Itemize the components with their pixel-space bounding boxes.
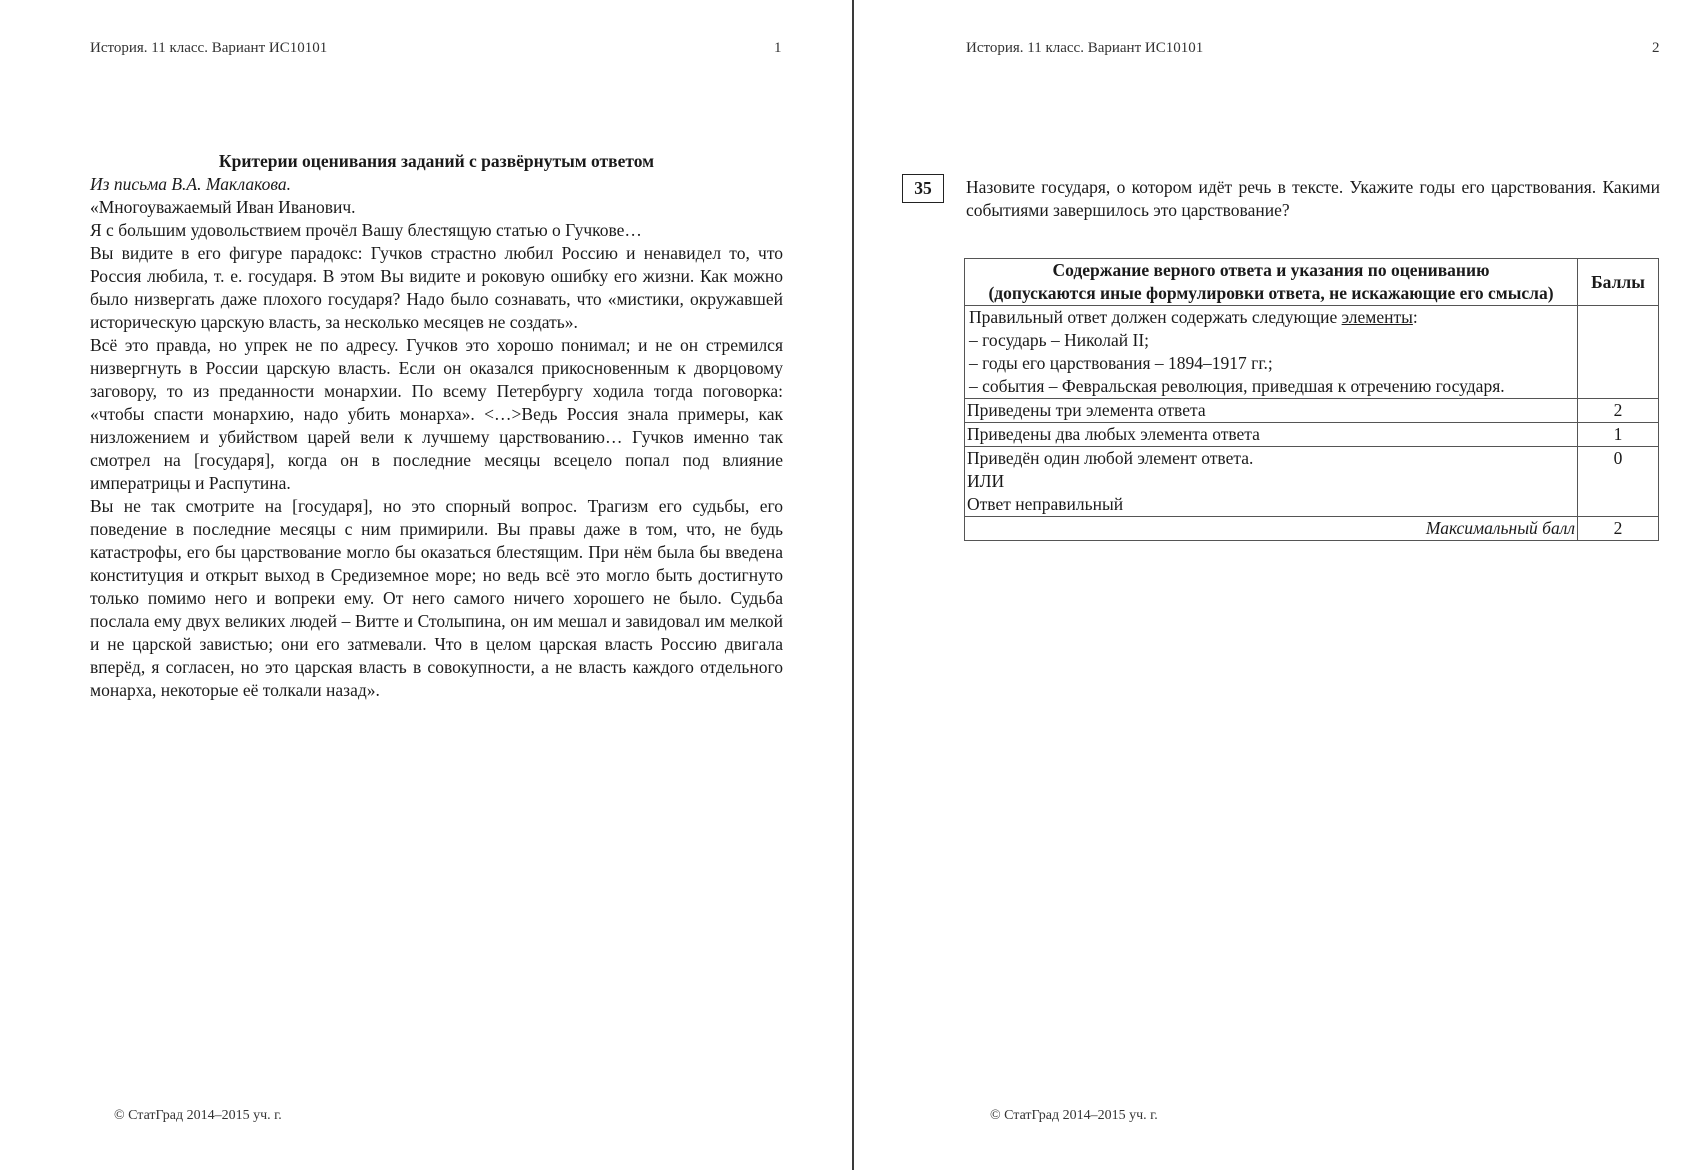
answer-elements-cell	[965, 306, 1578, 399]
task-number-box: 35	[902, 174, 944, 203]
answer-intro-text: Правильный ответ должен содержать следующие	[969, 307, 1342, 327]
empty-score-cell	[1578, 306, 1659, 399]
paragraph: Вы видите в его фигуре парадокс: Гучков страстно любил Россию и ненавидел то, что Россия любила, т. е. государя. В этом Вы видите и роковую ошибку его жизни. Как можно было низвергать даже плохого государя? Надо было сознавать, что «мистики, окружавшей историческую царскую власть, за несколько месяцев не создать».	[90, 243, 783, 332]
page-header: История. 11 класс. Вариант ИС10101	[90, 40, 328, 56]
table-row	[965, 423, 1659, 447]
criterion-text: Приведены три элемента ответа	[965, 399, 1578, 423]
header-score-cell: Баллы	[1578, 259, 1659, 306]
left-page	[0, 0, 852, 1170]
answer-intro	[969, 306, 1575, 329]
table-row	[965, 399, 1659, 423]
criterion-text-zero	[965, 447, 1578, 517]
zero-line: Ответ неправильный	[967, 494, 1124, 514]
max-score-row	[965, 517, 1659, 541]
answer-item: – государь – Николай II;	[969, 330, 1150, 350]
task-question: Назовите государя, о котором идёт речь в тексте. Укажите годы его царствования. Какими событиями завершилось это царствование?	[966, 177, 1660, 220]
right-page	[854, 0, 1706, 1170]
table-row	[965, 306, 1659, 399]
page-header: История. 11 класс. Вариант ИС10101	[966, 40, 1204, 56]
criterion-score: 1	[1578, 423, 1659, 447]
page-footer: © СтатГрад 2014–2015 уч. г.	[990, 1108, 1158, 1123]
header-main-text: Содержание верного ответа и указания по оцениванию	[1052, 260, 1490, 280]
letter-body	[90, 150, 783, 702]
table-header-row	[965, 259, 1659, 306]
criteria-table	[964, 258, 1659, 541]
criterion-score: 0	[1578, 447, 1659, 517]
max-score-label: Максимальный балл	[965, 517, 1578, 541]
zero-line: Приведён один любой элемент ответа.	[967, 448, 1254, 468]
paragraph: Я с большим удовольствием прочёл Вашу блестящую статью о Гучкове…	[90, 220, 642, 240]
header-content-cell	[965, 259, 1578, 306]
greeting: «Многоуважаемый Иван Иванович.	[90, 197, 356, 217]
max-score-value: 2	[1578, 517, 1659, 541]
zero-line: ИЛИ	[967, 471, 1005, 491]
source-line: Из письма В.А. Маклакова.	[90, 174, 291, 194]
page-title: Критерии оценивания заданий с развёрнутым ответом	[218, 151, 655, 171]
answer-intro-colon: :	[1412, 307, 1418, 327]
page-footer: © СтатГрад 2014–2015 уч. г.	[114, 1108, 282, 1123]
answer-item: – годы его царствования – 1894–1917 гг.;	[969, 353, 1273, 373]
criterion-score: 2	[1578, 399, 1659, 423]
page-number: 2	[1652, 40, 1660, 56]
paragraph: Всё это правда, но упрек не по адресу. Гучков это хорошо понимал; и не он стремился низвергнуть в России царскую власть. Если он оказался прикосновенным к дворцовому заговору, то из преданности монархии. По всему Петербургу ходила тогда поговорка: «чтобы спасти монархию, надо убить монарха». <…>Ведь Россия знала примеры, как низложением и убийством царей вели к лучшему царствованию… Гучков именно так смотрел на [государя], когда он в последние месяцы всецело попал под влияние императрицы и Распутина.	[90, 335, 783, 493]
criterion-text: Приведены два любых элемента ответа	[965, 423, 1578, 447]
answer-item: – события – Февральская революция, приведшая к отречению государя.	[969, 376, 1505, 396]
page-number: 1	[774, 40, 782, 56]
paragraph: Вы не так смотрите на [государя], но это спорный вопрос. Трагизм его судьбы, его поведение в последние месяцы с ним примирили. Вы правы даже в том, что, не будь катастрофы, его бы царствование могло бы оказаться блестящим. При нём была бы введена конституция и открыт выход в Средиземное море; но ведь всё это могло быть достигнуто только помимо него и вопреки ему. От него самого ничего хорошего не было. Судьба послала ему двух великих людей – Витте и Столыпина, он им мешал и завидовал им мелкой и не царской завистью; они его затмевали. Что в целом царская власть Россию двигала вперёд, я согласен, но это царская власть в совокупности, а не власть каждого отдельного монарха, некоторые её толкали назад».	[90, 496, 783, 700]
table-row	[965, 447, 1659, 517]
answer-intro-underlined: элементы	[1341, 307, 1413, 327]
header-sub-text: (допускаются иные формулировки ответа, не искажающие его смысла)	[988, 283, 1554, 303]
